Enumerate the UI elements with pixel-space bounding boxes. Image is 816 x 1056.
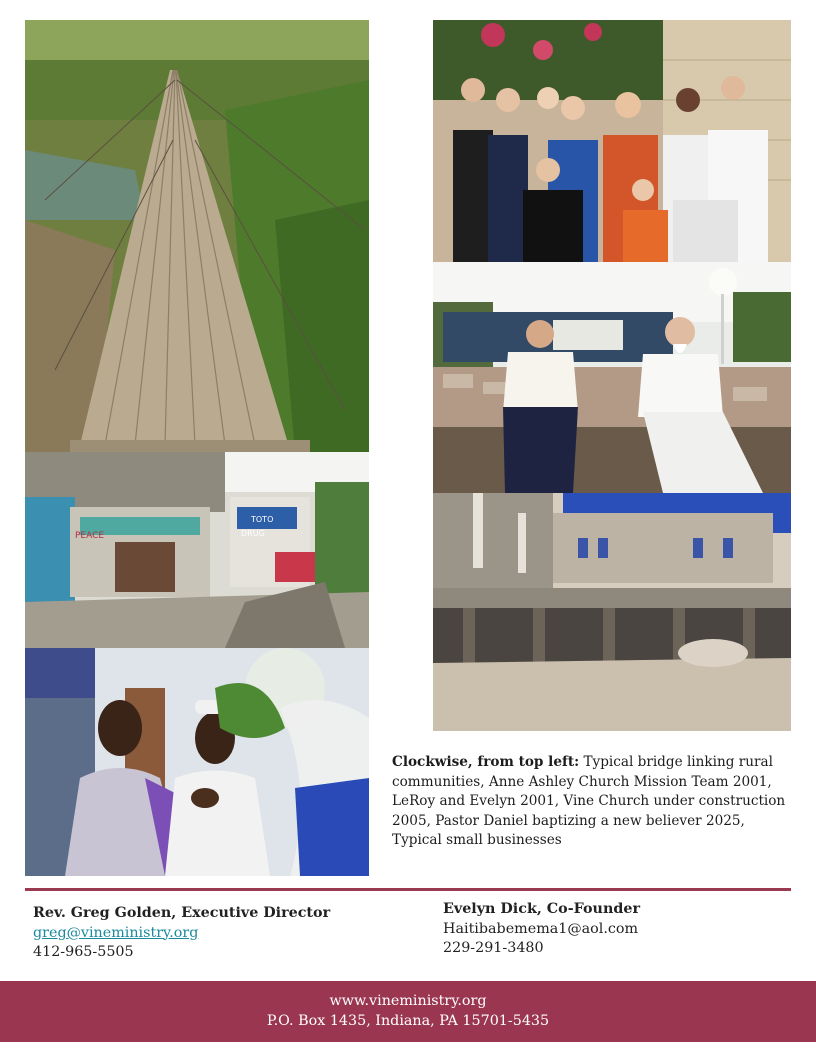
caption-lead: Clockwise, from top left: (392, 754, 580, 770)
contact-executive-director (33, 904, 330, 963)
couple-image (433, 262, 791, 493)
caption-text: Typical bridge linking rural communities, Anne Ashley Church Mission Team 2001, LeRoy and Evelyn 2001, Vine Church under construction 2005, Pastor Daniel baptizing a new believer 2025, Typical small businesses (392, 754, 786, 848)
photo-bridge (25, 20, 369, 452)
contact-phone: 412-965-5505 (33, 944, 134, 960)
footer-address: P.O. Box 1435, Indiana, PA 15701-5435 (266, 1012, 550, 1029)
baptism-image (25, 648, 369, 876)
photo-baptism (25, 648, 369, 876)
shops-image (25, 452, 369, 648)
shop-sign-drug: DRUG (241, 529, 265, 538)
photo-church-construction (433, 493, 791, 731)
photo-caption (392, 753, 792, 851)
divider (25, 888, 791, 891)
shop-sign-toto: TOTO (251, 515, 274, 524)
footer-website: www.vineministry.org (329, 993, 487, 1009)
footer-banner (0, 981, 816, 1042)
bridge-image (25, 20, 369, 452)
photo-small-businesses (25, 452, 369, 648)
contact-phone: 229-291-3480 (443, 940, 544, 956)
contact-email: Haitibabemema1@aol.com (443, 920, 639, 937)
team-image (433, 20, 791, 262)
contact-co-founder (443, 900, 640, 959)
photo-mission-team (433, 20, 791, 262)
shop-sign-peace: PEACE (75, 531, 105, 541)
photo-leroy-evelyn (433, 262, 791, 493)
contact-name: Rev. Greg Golden, Executive Director (33, 905, 331, 921)
contact-email-link[interactable]: greg@vineministry.org (33, 924, 199, 941)
contact-name: Evelyn Dick, Co-Founder (443, 901, 640, 917)
church-image (433, 493, 791, 731)
